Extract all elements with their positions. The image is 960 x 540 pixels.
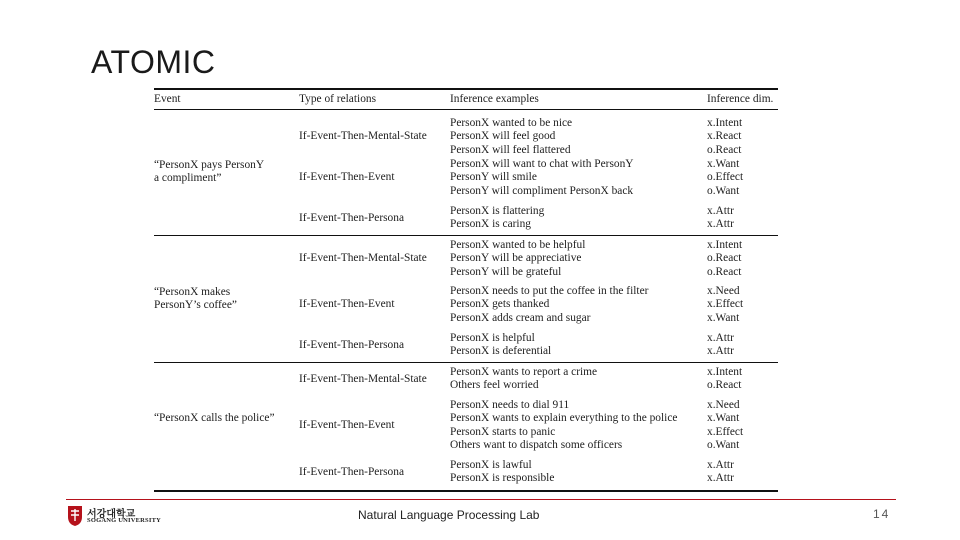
inference-dim: o.Effect bbox=[707, 171, 744, 184]
inference-dim: x.Want bbox=[707, 412, 740, 425]
relation-type: If-Event-Then-Mental-State bbox=[299, 252, 427, 265]
inference-dim: o.React bbox=[707, 143, 742, 156]
event-text: “PersonX makes bbox=[154, 286, 231, 298]
inference-dim: x.Effect bbox=[707, 425, 744, 438]
inference-dim: o.React bbox=[707, 379, 742, 392]
inference-dim: x.Attr bbox=[707, 332, 734, 344]
inference-example: PersonX needs to put the coffee in the filter bbox=[450, 285, 649, 297]
event-text: a compliment” bbox=[154, 172, 222, 185]
event-text: “PersonX pays PersonY bbox=[154, 159, 265, 171]
inference-example: Others feel worried bbox=[450, 379, 539, 392]
inference-dim: x.Need bbox=[707, 399, 740, 411]
inference-example: PersonY will smile bbox=[450, 171, 537, 184]
inference-dim: x.Intent bbox=[707, 239, 743, 251]
inference-example: PersonX wanted to be nice bbox=[450, 117, 573, 129]
inference-dim: x.React bbox=[707, 130, 742, 143]
inference-example: PersonX adds cream and sugar bbox=[450, 311, 591, 324]
inference-dim: x.Want bbox=[707, 158, 740, 170]
inference-example: PersonX wants to report a crime bbox=[450, 366, 598, 378]
inference-dim: o.Want bbox=[707, 438, 740, 451]
inference-example: PersonX will feel good bbox=[450, 130, 556, 143]
inference-dim: o.React bbox=[707, 252, 742, 265]
inference-dim: x.Effect bbox=[707, 298, 744, 311]
relation-type: If-Event-Then-Event bbox=[299, 171, 395, 184]
relation-type: If-Event-Then-Event bbox=[299, 298, 395, 311]
table-header-rule bbox=[154, 109, 778, 110]
inference-example: PersonX is caring bbox=[450, 218, 531, 231]
header-inference-examples: Inference examples bbox=[450, 93, 539, 105]
header-event: Event bbox=[154, 93, 181, 105]
relation-type: If-Event-Then-Mental-State bbox=[299, 372, 427, 385]
inference-dim: o.React bbox=[707, 265, 742, 278]
slide-title: ATOMIC bbox=[91, 44, 216, 80]
relation-type: If-Event-Then-Persona bbox=[299, 211, 405, 224]
header-inference-dim: Inference dim. bbox=[707, 93, 774, 105]
inference-example: PersonX is flattering bbox=[450, 205, 545, 217]
header-relation-type: Type of relations bbox=[299, 93, 377, 105]
group-divider-1 bbox=[154, 235, 778, 236]
inference-example: PersonX will want to chat with PersonY bbox=[450, 158, 634, 170]
inference-dim: o.Want bbox=[707, 184, 740, 197]
inference-example: PersonX is helpful bbox=[450, 332, 535, 344]
inference-example: PersonY will be grateful bbox=[450, 265, 562, 278]
footer-divider bbox=[66, 499, 896, 500]
inference-example: PersonX is deferential bbox=[450, 345, 552, 358]
table-top-rule bbox=[154, 88, 778, 90]
page-number: 14 bbox=[873, 507, 891, 521]
inference-example: PersonX wanted to be helpful bbox=[450, 239, 586, 251]
shield-icon bbox=[67, 505, 83, 527]
relation-type: If-Event-Then-Mental-State bbox=[299, 130, 427, 143]
footer-lab-name: Natural Language Processing Lab bbox=[358, 508, 540, 522]
university-logo bbox=[67, 503, 162, 529]
table-bottom-rule bbox=[154, 490, 778, 492]
inference-dim: x.Want bbox=[707, 311, 740, 324]
inference-example: PersonX needs to dial 911 bbox=[450, 399, 570, 411]
inference-example: PersonX starts to panic bbox=[450, 425, 556, 438]
relation-type: If-Event-Then-Persona bbox=[299, 338, 405, 351]
inference-example: PersonY will compliment PersonX back bbox=[450, 184, 634, 197]
atomic-table bbox=[154, 88, 778, 492]
relation-type: If-Event-Then-Persona bbox=[299, 465, 405, 478]
event-text: PersonY’s coffee” bbox=[154, 299, 237, 312]
inference-dim: x.Attr bbox=[707, 205, 734, 217]
inference-example: PersonY will be appreciative bbox=[450, 252, 582, 265]
inference-dim: x.Attr bbox=[707, 218, 734, 231]
inference-dim: x.Intent bbox=[707, 117, 743, 129]
inference-example: Others want to dispatch some officers bbox=[450, 438, 623, 451]
inference-dim: x.Attr bbox=[707, 472, 734, 485]
relation-type: If-Event-Then-Event bbox=[299, 418, 395, 431]
university-name-korean: 서강대학교 bbox=[87, 509, 136, 520]
university-name-english: SOGANG UNIVERSITY bbox=[87, 517, 162, 524]
inference-example: PersonX is responsible bbox=[450, 472, 555, 485]
inference-dim: x.Intent bbox=[707, 366, 743, 378]
inference-dim: x.Need bbox=[707, 285, 740, 297]
inference-dim: x.Attr bbox=[707, 345, 734, 358]
inference-example: PersonX wants to explain everything to the police bbox=[450, 412, 678, 425]
inference-example: PersonX will feel flattered bbox=[450, 143, 571, 156]
event-text: “PersonX calls the police” bbox=[154, 412, 275, 424]
inference-example: PersonX gets thanked bbox=[450, 298, 550, 311]
group-divider-2 bbox=[154, 362, 778, 363]
inference-dim: x.Attr bbox=[707, 459, 734, 471]
inference-example: PersonX is lawful bbox=[450, 459, 532, 471]
